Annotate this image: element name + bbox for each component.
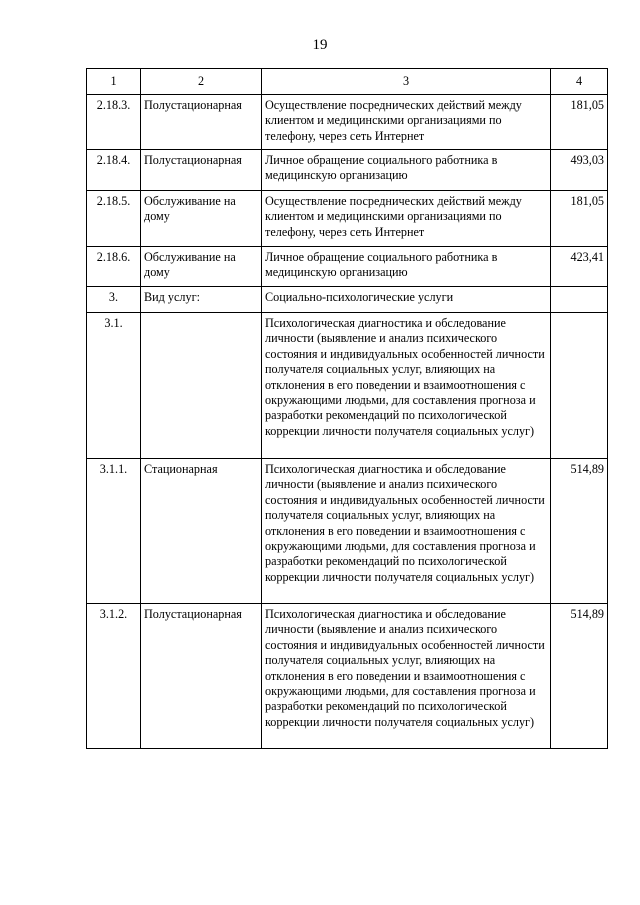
service-form: Полустационарная [141,95,262,150]
table-row [87,150,608,191]
service-description: Осуществление посреднических действий между клиентом и медицинскими организациями по телефону, через сеть Интернет [262,191,551,247]
table-row [87,313,608,459]
table-header-row [87,69,608,95]
service-price: 514,89 [551,604,608,749]
service-description: Психологическая диагностика и обследование личности (выявление и анализ психического состояния и индивидуальных особенностей личности получателя социальных услуг, влияющих на отклонения в его поведении и взаимоотношения с окружающими людьми, для составления прогноза и разработки рекомендаций по психологической коррекции личности получателя социальных услуг) [262,604,551,749]
row-number: 3.1.2. [87,604,141,749]
service-price: 493,03 [551,150,608,191]
row-number: 2.18.6. [87,247,141,287]
header-cell-2: 2 [141,69,262,95]
table-row [87,604,608,749]
page-number: 19 [312,37,328,53]
service-price: 423,41 [551,247,608,287]
service-description: Осуществление посреднических действий между клиентом и медицинскими организациями по телефону, через сеть Интернет [262,95,551,150]
service-description: Психологическая диагностика и обследование личности (выявление и анализ психического состояния и индивидуальных особенностей личности получателя социальных услуг, влияющих на отклонения в его поведении и взаимоотношения с окружающими людьми, для составления прогноза и разработки рекомендаций по психологической коррекции личности получателя социальных услуг) [262,313,551,459]
service-price [551,313,608,459]
table-row [87,459,608,604]
service-form: Полустационарная [141,150,262,191]
service-price: 181,05 [551,95,608,150]
table-row [87,247,608,287]
service-form: Вид услуг: [141,287,262,313]
service-form [141,313,262,459]
row-number: 2.18.5. [87,191,141,247]
service-price: 514,89 [551,459,608,604]
row-number: 3.1. [87,313,141,459]
service-price [551,287,608,313]
service-form: Обслуживание на дому [141,247,262,287]
service-description: Личное обращение социального работника в медицинскую организацию [262,247,551,287]
row-number: 3. [87,287,141,313]
table-row [87,191,608,247]
table-row [87,95,608,150]
service-description: Психологическая диагностика и обследование личности (выявление и анализ психического состояния и индивидуальных особенностей личности получателя социальных услуг, влияющих на отклонения в его поведении и взаимоотношения с окружающими людьми, для составления прогноза и разработки рекомендаций по психологической коррекции личности получателя социальных услуг) [262,459,551,604]
row-number: 2.18.3. [87,95,141,150]
header-cell-1: 1 [87,69,141,95]
service-form: Стационарная [141,459,262,604]
row-number: 2.18.4. [87,150,141,191]
service-price: 181,05 [551,191,608,247]
services-tariff-table [86,68,608,749]
service-description: Социально-психологические услуги [262,287,551,313]
table-row [87,287,608,313]
service-description: Личное обращение социального работника в медицинскую организацию [262,150,551,191]
header-cell-3: 3 [262,69,551,95]
row-number: 3.1.1. [87,459,141,604]
service-form: Обслуживание на дому [141,191,262,247]
service-form: Полустационарная [141,604,262,749]
header-cell-4: 4 [551,69,608,95]
